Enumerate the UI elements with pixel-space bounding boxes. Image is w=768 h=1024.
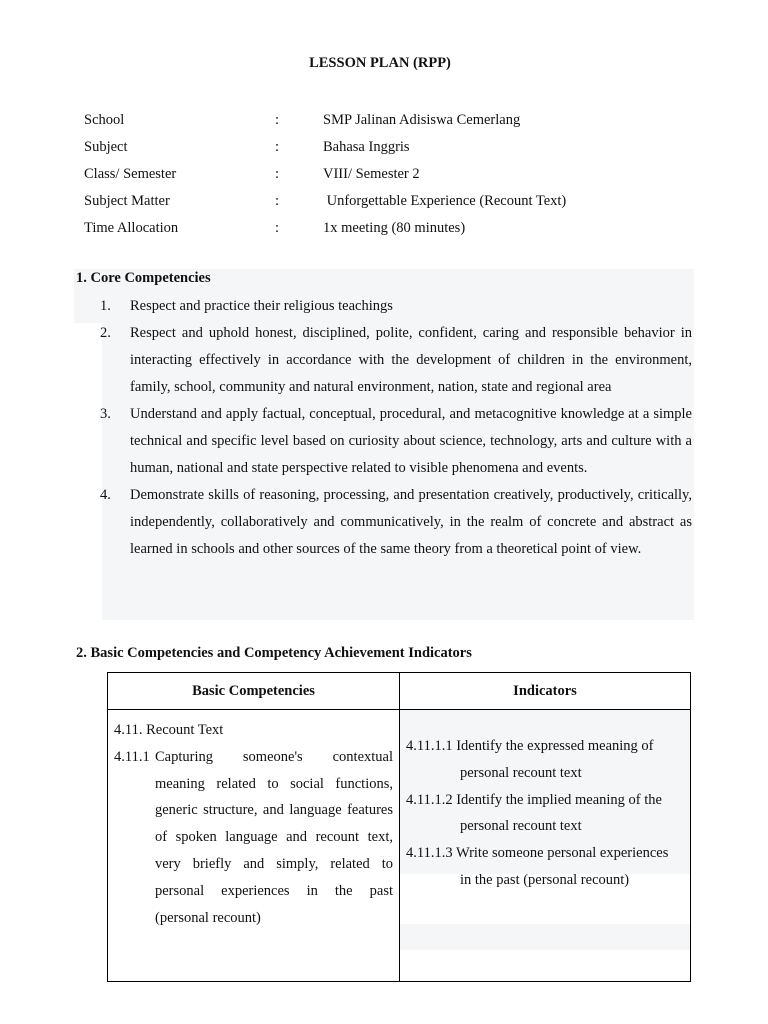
indicator-text: Identify the implied meaning of the [456,791,662,808]
info-value: Bahasa Inggris [323,139,410,155]
info-value: Unforgettable Experience (Recount Text) [323,193,567,209]
info-row-class [84,161,566,188]
competency-item [114,744,393,932]
info-row-school [84,107,566,134]
indicator-text: Write someone personal experiences [455,845,669,862]
list-number: 2. [100,325,111,341]
info-label: Class/ Semester [84,166,177,182]
basic-competency-cell [108,710,400,982]
info-label: Subject Matter [84,193,170,209]
column-header-basic: Basic Competencies [108,673,400,710]
indicator-number: 4.11.1.3 [406,845,453,862]
competency-text: Capturing someone's contextual meaning related to social functions, generic structure, and language features of spoken language and recount text, very briefly and simply, related to personal experiences in the past (personal recount) [155,748,393,926]
list-number: 4. [100,487,111,503]
info-colon: : [275,112,280,128]
list-text: Respect and uphold honest, disciplined, polite, confident, caring and responsible behavior in interacting effectively in accordance with the development of children in the environment, family, school, community and natural environment, nation, state and regional area [130,325,692,395]
info-row-time [84,215,566,242]
indicator-item [406,733,684,787]
info-value: 1x meeting (80 minutes) [323,220,466,236]
indicators-cell [400,710,691,982]
list-number: 1. [100,298,111,314]
table-row [108,710,691,982]
indicator-text: Identify the expressed meaning of [456,738,654,754]
info-colon: : [275,193,280,209]
core-competencies-list [100,293,692,563]
indicator-item [406,787,684,841]
column-header-indicators: Indicators [400,673,691,710]
info-label: Subject [84,139,128,155]
core-competencies-heading: 1. Core Competencies [76,270,211,286]
list-item [100,482,692,563]
info-row-subject [84,134,566,161]
indicator-item [406,840,684,894]
indicator-number: 4.11.1.2 [406,791,453,808]
list-number: 3. [100,406,111,422]
indicator-continuation: personal recount text [460,818,582,835]
info-value: SMP Jalinan Adisiswa Cemerlang [323,112,521,128]
competency-table [107,672,691,982]
page-title: LESSON PLAN (RPP) [309,55,451,71]
info-colon: : [275,220,280,236]
info-block [84,107,566,242]
competency-title: 4.11. Recount Text [114,722,224,738]
competency-number: 4.11.1 [114,748,150,765]
info-label: Time Allocation [84,220,179,236]
info-colon: : [275,139,280,155]
list-item [100,320,692,401]
list-text: Respect and practice their religious teachings [130,298,393,314]
indicator-number: 4.11.1.1 [406,738,453,754]
info-row-subject-matter [84,188,566,215]
info-label: School [84,112,125,128]
list-item [100,293,692,320]
info-colon: : [275,166,280,182]
indicator-continuation: in the past (personal recount) [460,871,630,888]
list-item [100,401,692,482]
indicator-continuation: personal recount text [460,764,582,781]
basic-competencies-heading: 2. Basic Competencies and Competency Achievement Indicators [76,645,472,661]
list-text: Demonstrate skills of reasoning, processing, and presentation creatively, productively, critically, independently, collaboratively and communicatively, in the realm of concrete and abstract as learned in schools and other sources of the same theory from a theoretical point of view. [130,487,692,557]
info-value: VIII/ Semester 2 [323,166,420,182]
list-text: Understand and apply factual, conceptual, procedural, and metacognitive knowledge at a simple technical and specific level based on curiosity about science, technology, arts and culture with a human, national and state perspective related to visible phenomena and events. [130,406,692,476]
table-header-row [108,673,691,710]
